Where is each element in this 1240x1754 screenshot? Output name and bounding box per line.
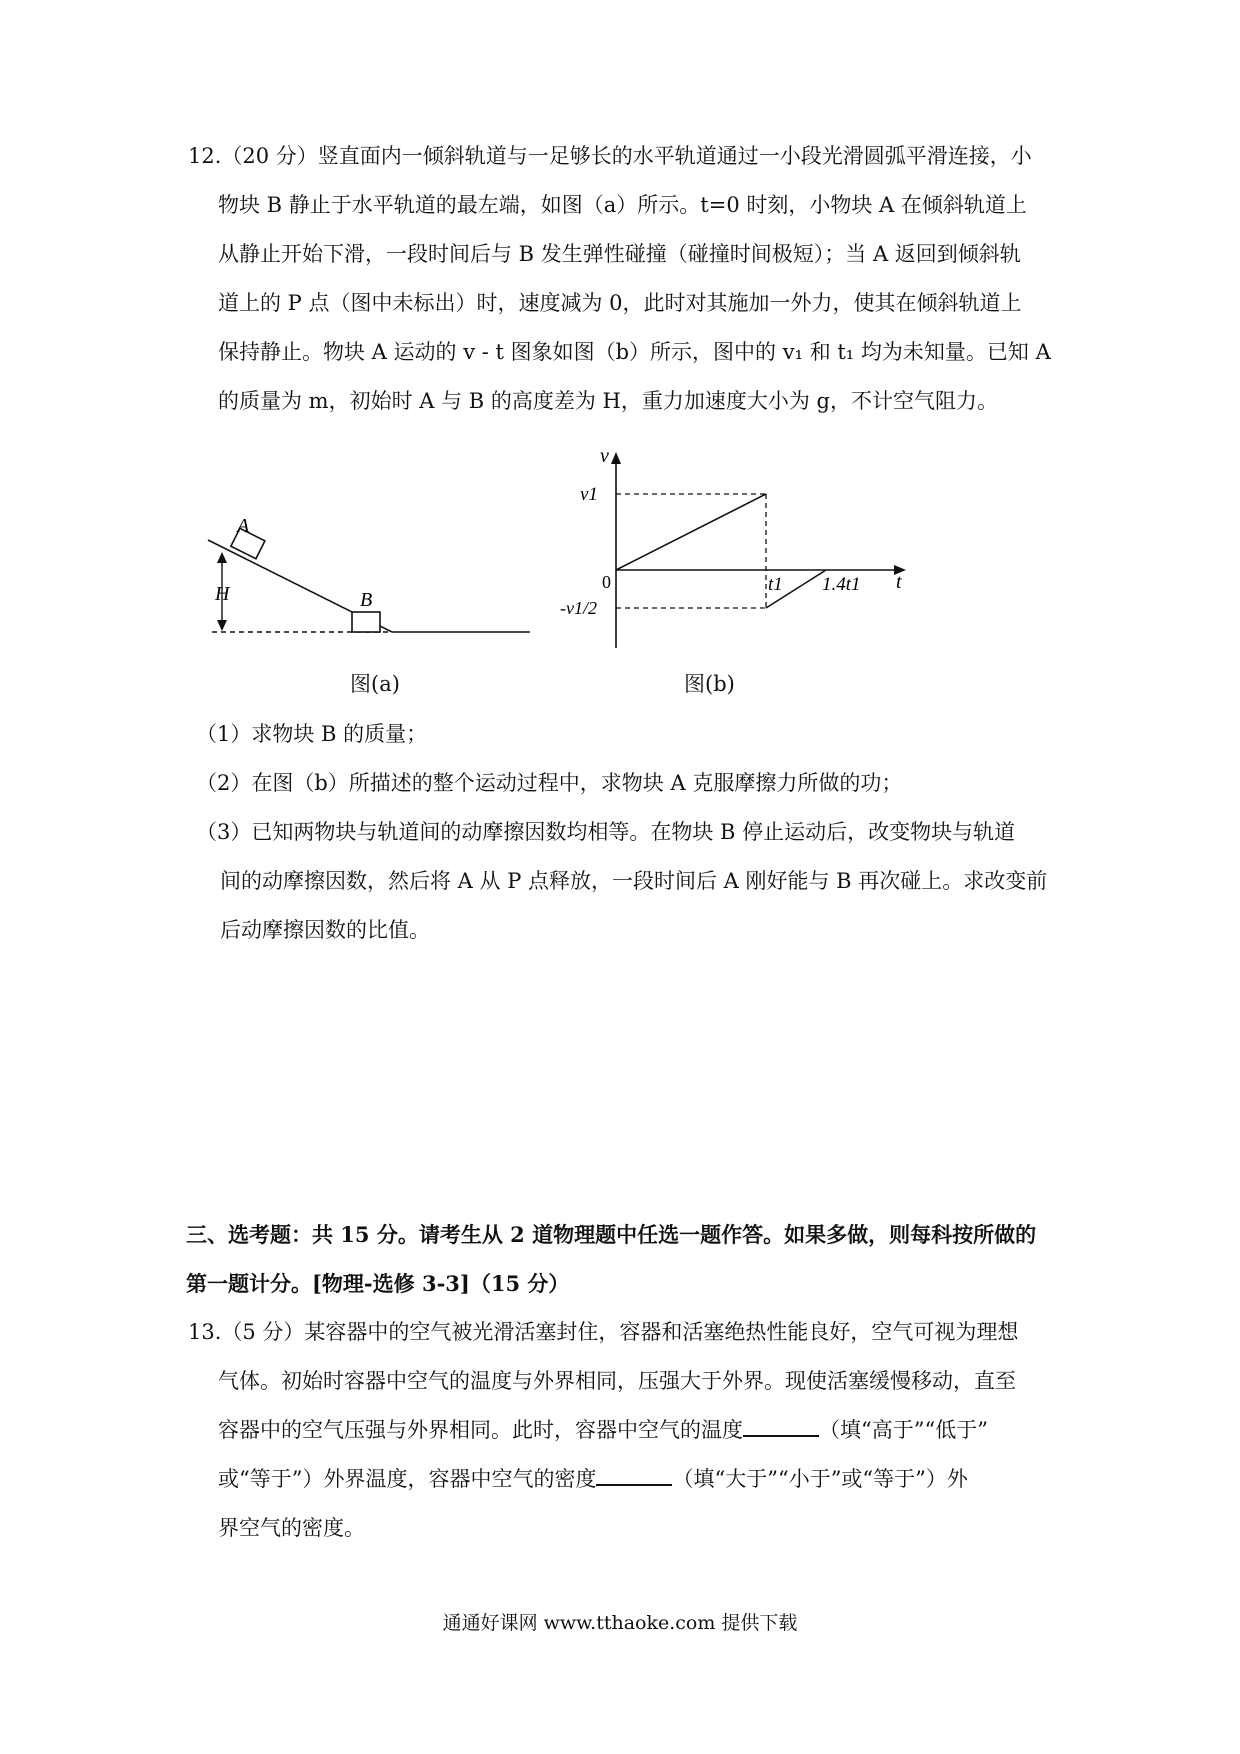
t14-tick-label: 1.4t1 [822,574,861,595]
label-b: B [360,589,373,611]
v-axis-arrow-icon [611,452,621,464]
figure-b-vt-graph [560,448,920,650]
label-a: A [237,515,250,537]
subquestion-3-cont: 后动摩擦因数的比值。 [220,918,430,942]
subquestion-3: （3）已知两物块与轨道间的动摩擦因数均相等。在物块 B 停止运动后，改变物块与轨道 [196,820,1016,844]
arrow-up-icon [217,552,227,563]
neg-half-v1-label: -v1/2 [560,598,597,618]
block-b [352,612,380,632]
q13-line: 气体。初始时容器中空气的温度与外界相同，压强大于外界。现使活塞缓慢移动，直至 [218,1369,1016,1393]
temperature-answer-blank[interactable] [743,1431,819,1437]
subquestion-3-cont: 间的动摩擦因数，然后将 A 从 P 点释放，一段时间后 A 刚好能与 B 再次碰上。求改变前 [220,869,1048,893]
q12-line: 的质量为 m，初始时 A 与 B 的高度差为 H，重力加速度大小为 g，不计空气阻力。 [218,389,998,413]
q12-line: 12.（20 分）竖直面内一倾斜轨道与一足够长的水平轨道通过一小段光滑圆弧平滑连接，小 [188,144,1032,168]
arrow-down-icon [217,620,227,631]
q12-line: 从静止开始下滑，一段时间后与 B 发生弹性碰撞（碰撞时间极短）；当 A 返回到倾斜轨 [218,242,1021,266]
q13-line-part: 容器中的空气压强与外界相同。此时，容器中空气的温度 [218,1418,743,1442]
t-axis-label: t [896,571,902,593]
subquestion-1: （1）求物块 B 的质量； [196,722,428,746]
figure-b-caption: 图(b) [684,672,735,696]
t1-tick-label: t1 [768,574,783,595]
q13-line-part: （填“高于”“低于” [819,1418,988,1442]
q13-line [188,1455,1068,1504]
q12-text [188,132,1068,426]
q13-line-part: 或“等于”）外界温度，容器中空气的密度 [218,1467,597,1491]
section-heading-line: 第一题计分。[物理-选修 3-3]（15 分） [186,1271,570,1296]
density-answer-blank[interactable] [596,1480,672,1486]
q13-text [188,1308,1068,1553]
v1-tick-label: v1 [580,484,598,505]
q13-line: 界空气的密度。 [218,1516,365,1540]
q13-line [188,1406,1068,1455]
q13-line: 13.（5 分）某容器中的空气被光滑活塞封住，容器和活塞绝热性能良好，空气可视为理想 [188,1320,1019,1344]
acceleration-segment [616,494,766,570]
section-3-heading [186,1210,1066,1308]
figure-a-diagram [200,500,540,640]
label-h: H [215,583,230,605]
q12-subquestions [196,710,1046,955]
q12-line: 道上的 P 点（图中未标出）时，速度减为 0，此时对其施加一外力，使其在倾斜轨道上 [218,291,1022,315]
q13-line-part: （填“大于”“小于”或“等于”）外 [672,1467,968,1491]
section-heading-line: 三、选考题：共 15 分。请考生从 2 道物理题中任选一题作答。如果多做，则每科按所做的 [186,1222,1037,1247]
origin-label: 0 [602,572,611,592]
q12-line: 物块 B 静止于水平轨道的最左端，如图（a）所示。t=0 时刻，小物块 A 在倾斜轨道上 [218,193,1027,217]
q12-line: 保持静止。物块 A 运动的 v - t 图象如图（b）所示，图中的 v₁ 和 t₁ 均为未知量。已知 A [218,340,1051,364]
figure-a-caption: 图(a) [350,672,400,696]
subquestion-2: （2）在图（b）所描述的整个运动过程中，求物块 A 克服摩擦力所做的功； [196,771,903,795]
page-footer: 通通好课网 www.tthaoke.com 提供下载 [442,1612,798,1634]
v-axis-label: v [600,448,609,467]
